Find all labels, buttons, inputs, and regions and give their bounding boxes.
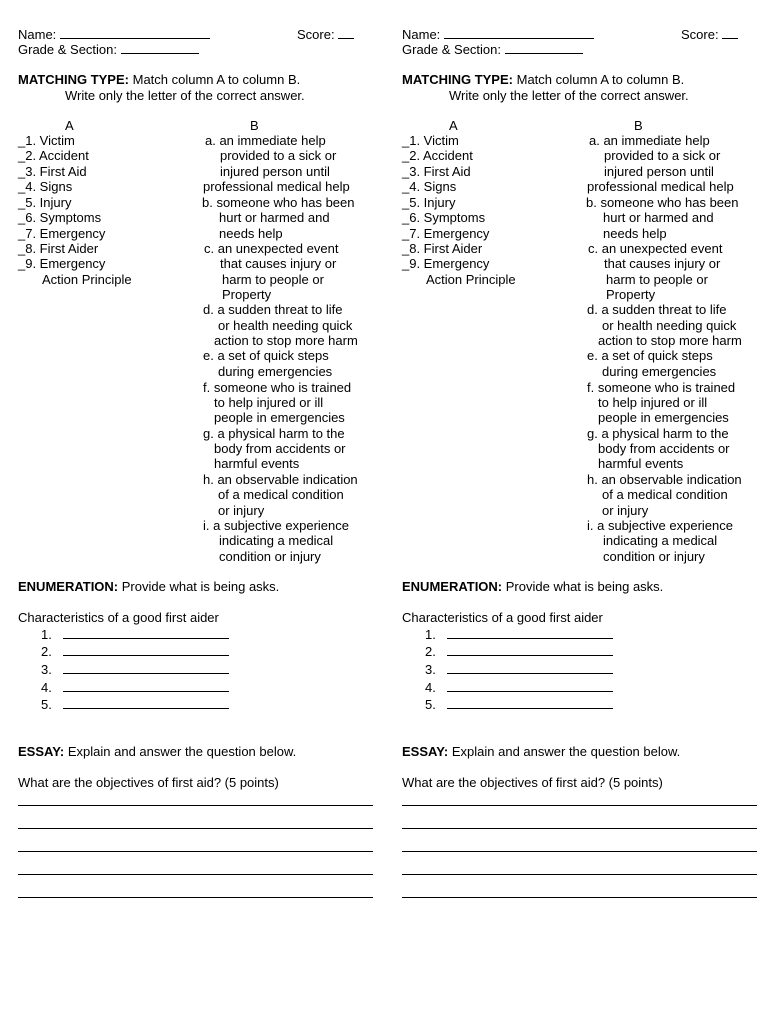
column-b-item: condition or injury bbox=[603, 549, 705, 564]
score-blank[interactable] bbox=[338, 26, 354, 39]
essay-answer-line[interactable] bbox=[402, 805, 757, 806]
column-b-item: harmful events bbox=[214, 456, 300, 471]
column-a-item: _2. Accident bbox=[402, 148, 473, 163]
column-b-item: hurt or harmed and bbox=[603, 210, 714, 225]
column-b-item: during emergencies bbox=[602, 364, 717, 379]
essay-heading: ESSAY: Explain and answer the question below. bbox=[402, 744, 681, 759]
column-b-item: c. an unexpected event bbox=[204, 241, 339, 256]
essay-answer-line[interactable] bbox=[18, 828, 373, 829]
column-b-item: harm to people or bbox=[222, 272, 324, 287]
essay-answer-line[interactable] bbox=[402, 874, 757, 875]
answer-blank[interactable] bbox=[447, 679, 613, 692]
column-b-item: to help injured or ill bbox=[598, 395, 708, 410]
enumeration-item: 1. bbox=[41, 626, 229, 642]
column-b-header: B bbox=[634, 118, 643, 133]
enumeration-item: 1. bbox=[425, 626, 613, 642]
column-a-item: _5. Injury bbox=[402, 195, 456, 210]
column-b-item: d. a sudden threat to life bbox=[587, 302, 727, 317]
column-a-item: _8. First Aider bbox=[402, 241, 483, 256]
column-a-item: _9. Emergency bbox=[18, 256, 106, 271]
column-b-item: f. someone who is trained bbox=[587, 380, 736, 395]
column-b-item: Property bbox=[606, 287, 656, 302]
column-b-item: or health needing quick bbox=[218, 318, 353, 333]
answer-blank[interactable] bbox=[447, 643, 613, 656]
column-a-item: _5. Injury bbox=[18, 195, 72, 210]
enumeration-item: 3. bbox=[425, 661, 613, 677]
column-b-item: that causes injury or bbox=[220, 256, 337, 271]
worksheet-copy-left bbox=[18, 0, 386, 1024]
column-b-item: action to stop more harm bbox=[214, 333, 358, 348]
column-b-item: Property bbox=[222, 287, 272, 302]
enumeration-item: 2. bbox=[41, 643, 229, 659]
essay-heading: ESSAY: Explain and answer the question below. bbox=[18, 744, 297, 759]
column-b-item: harmful events bbox=[598, 456, 684, 471]
essay-answer-line[interactable] bbox=[18, 897, 373, 898]
enumeration-item: 4. bbox=[425, 679, 613, 695]
answer-blank[interactable] bbox=[447, 661, 613, 674]
column-b-item: needs help bbox=[219, 226, 283, 241]
column-a-item: Action Principle bbox=[426, 272, 516, 287]
score-field: Score: bbox=[681, 26, 738, 42]
enumeration-heading: ENUMERATION: Provide what is being asks. bbox=[402, 579, 664, 594]
essay-answer-line[interactable] bbox=[18, 851, 373, 852]
enumeration-item: 5. bbox=[41, 696, 229, 712]
column-b-item: hurt or harmed and bbox=[219, 210, 330, 225]
column-a-header: A bbox=[449, 118, 458, 133]
column-b-header: B bbox=[250, 118, 259, 133]
essay-answer-line[interactable] bbox=[402, 897, 757, 898]
column-a-item: _9. Emergency bbox=[402, 256, 490, 271]
column-b-item: h. an observable indication bbox=[203, 472, 358, 487]
column-b-item: indicating a medical bbox=[603, 533, 718, 548]
matching-instruction: Write only the letter of the correct answer. bbox=[65, 88, 305, 103]
matching-instruction: Write only the letter of the correct answer. bbox=[449, 88, 689, 103]
column-a-item: _3. First Aid bbox=[402, 164, 471, 179]
column-a-item: _4. Signs bbox=[402, 179, 457, 194]
column-b-item: c. an unexpected event bbox=[588, 241, 723, 256]
column-b-item: of a medical condition bbox=[218, 487, 344, 502]
essay-answer-line[interactable] bbox=[18, 874, 373, 875]
column-b-item: b. someone who has been bbox=[202, 195, 355, 210]
column-a-item: _7. Emergency bbox=[402, 226, 490, 241]
column-b-item: body from accidents or bbox=[214, 441, 346, 456]
column-b-item: i. a subjective experience bbox=[203, 518, 349, 533]
column-a-item: Action Principle bbox=[42, 272, 132, 287]
column-a-item: _6. Symptoms bbox=[18, 210, 102, 225]
column-a-item: _8. First Aider bbox=[18, 241, 99, 256]
column-b-item: people in emergencies bbox=[598, 410, 729, 425]
column-b-item: i. a subjective experience bbox=[587, 518, 733, 533]
enumeration-heading: ENUMERATION: Provide what is being asks. bbox=[18, 579, 280, 594]
matching-heading: MATCHING TYPE: Match column A to column B. bbox=[18, 72, 301, 87]
column-b-item: e. a set of quick steps bbox=[587, 348, 713, 363]
score-field: Score: bbox=[297, 26, 354, 42]
column-b-item: harm to people or bbox=[606, 272, 708, 287]
answer-blank[interactable] bbox=[447, 696, 613, 709]
column-b-item: during emergencies bbox=[218, 364, 333, 379]
column-b-item: f. someone who is trained bbox=[203, 380, 352, 395]
grade-section-blank[interactable] bbox=[121, 41, 199, 54]
enumeration-item: 2. bbox=[425, 643, 613, 659]
grade-section-blank[interactable] bbox=[505, 41, 583, 54]
column-b-item: g. a physical harm to the bbox=[587, 426, 729, 441]
column-b-item: injured person until bbox=[604, 164, 714, 179]
essay-answer-line[interactable] bbox=[402, 828, 757, 829]
column-b-item: a. an immediate help bbox=[589, 133, 710, 148]
score-blank[interactable] bbox=[722, 26, 738, 39]
column-b-item: a. an immediate help bbox=[205, 133, 326, 148]
column-b-item: b. someone who has been bbox=[586, 195, 739, 210]
essay-question: What are the objectives of first aid? (5 points) bbox=[402, 775, 663, 790]
answer-blank[interactable] bbox=[63, 661, 229, 674]
matching-heading: MATCHING TYPE: Match column A to column B. bbox=[402, 72, 685, 87]
column-b-item: action to stop more harm bbox=[598, 333, 742, 348]
column-a-item: _6. Symptoms bbox=[402, 210, 486, 225]
answer-blank[interactable] bbox=[63, 696, 229, 709]
column-b-item: professional medical help bbox=[203, 179, 350, 194]
answer-blank[interactable] bbox=[63, 643, 229, 656]
column-b-item: or injury bbox=[602, 503, 649, 518]
column-a-item: _1. Victim bbox=[402, 133, 459, 148]
column-b-item: h. an observable indication bbox=[587, 472, 742, 487]
column-b-item: or injury bbox=[218, 503, 265, 518]
column-b-item: or health needing quick bbox=[602, 318, 737, 333]
enumeration-item: 5. bbox=[425, 696, 613, 712]
column-b-item: body from accidents or bbox=[598, 441, 730, 456]
name-field: Name: bbox=[18, 26, 210, 42]
column-b-item: needs help bbox=[603, 226, 667, 241]
worksheet-copy-right bbox=[402, 0, 768, 1024]
name-blank[interactable] bbox=[60, 26, 210, 39]
column-b-item: condition or injury bbox=[219, 549, 321, 564]
column-b-item: provided to a sick or bbox=[220, 148, 337, 163]
column-a-item: _1. Victim bbox=[18, 133, 75, 148]
answer-blank[interactable] bbox=[447, 626, 613, 639]
column-a-item: _2. Accident bbox=[18, 148, 89, 163]
column-b-item: indicating a medical bbox=[219, 533, 334, 548]
column-b-item: injured person until bbox=[220, 164, 330, 179]
essay-answer-line[interactable] bbox=[18, 805, 373, 806]
name-field: Name: bbox=[402, 26, 594, 42]
grade-section-field: Grade & Section: bbox=[18, 41, 199, 57]
column-b-item: provided to a sick or bbox=[604, 148, 721, 163]
name-blank[interactable] bbox=[444, 26, 594, 39]
enumeration-item: 3. bbox=[41, 661, 229, 677]
column-b-item: g. a physical harm to the bbox=[203, 426, 345, 441]
column-b-item: people in emergencies bbox=[214, 410, 345, 425]
column-a-header: A bbox=[65, 118, 74, 133]
column-b-item: d. a sudden threat to life bbox=[203, 302, 343, 317]
column-b-item: e. a set of quick steps bbox=[203, 348, 329, 363]
column-b-item: of a medical condition bbox=[602, 487, 728, 502]
column-a-item: _3. First Aid bbox=[18, 164, 87, 179]
column-b-item: professional medical help bbox=[587, 179, 734, 194]
enumeration-subtitle: Characteristics of a good first aider bbox=[18, 610, 219, 625]
column-b-item: to help injured or ill bbox=[214, 395, 324, 410]
column-b-item: that causes injury or bbox=[604, 256, 721, 271]
enumeration-item: 4. bbox=[41, 679, 229, 695]
essay-answer-line[interactable] bbox=[402, 851, 757, 852]
answer-blank[interactable] bbox=[63, 679, 229, 692]
column-a-item: _7. Emergency bbox=[18, 226, 106, 241]
essay-question: What are the objectives of first aid? (5 points) bbox=[18, 775, 279, 790]
grade-section-field: Grade & Section: bbox=[402, 41, 583, 57]
column-a-item: _4. Signs bbox=[18, 179, 73, 194]
enumeration-subtitle: Characteristics of a good first aider bbox=[402, 610, 603, 625]
answer-blank[interactable] bbox=[63, 626, 229, 639]
